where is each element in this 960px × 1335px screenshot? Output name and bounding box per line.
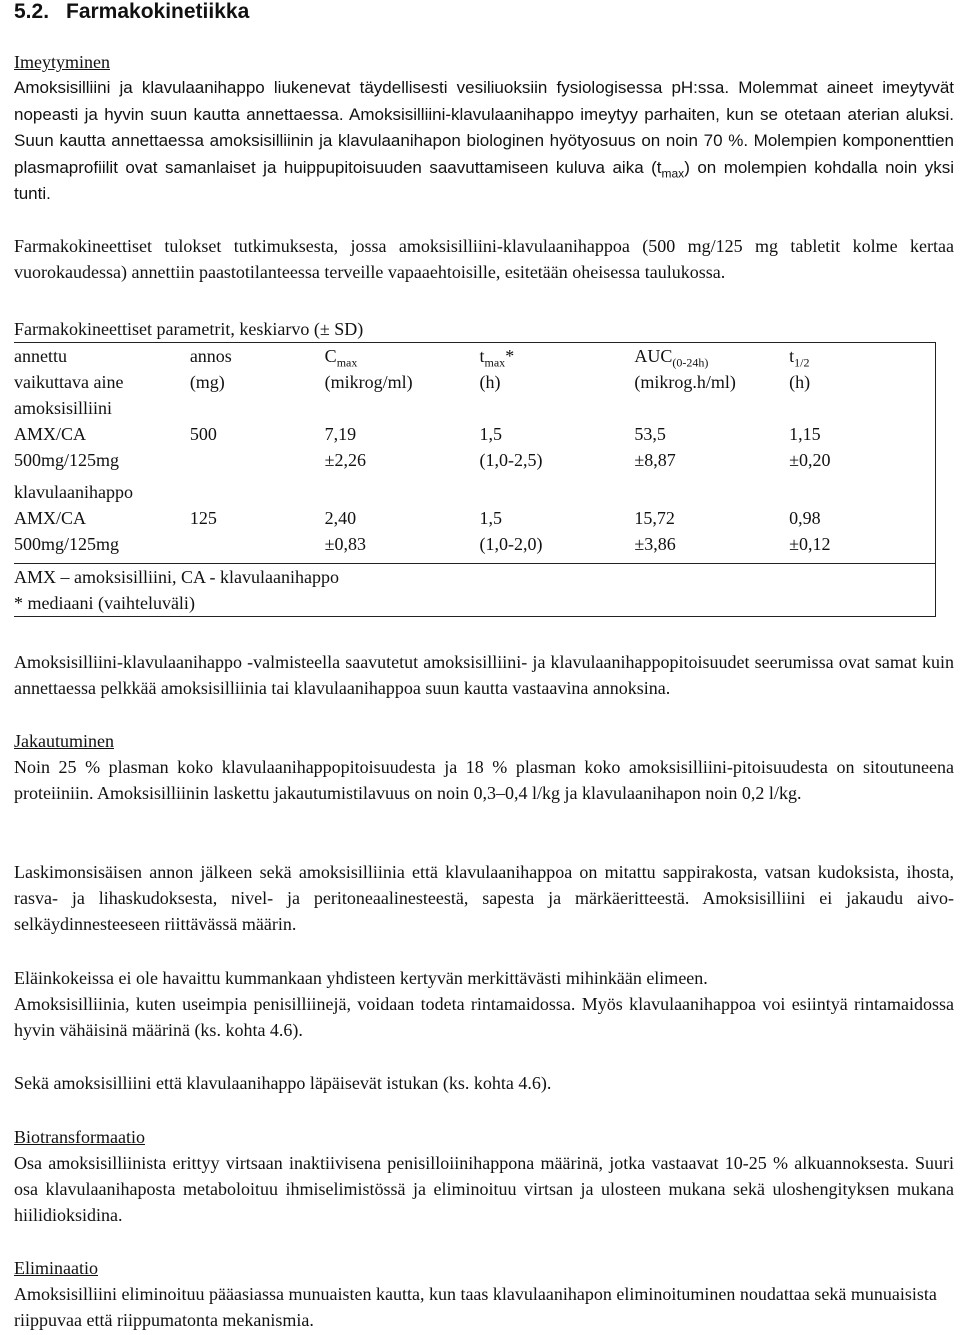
table-header-row: annettu vaikuttava aine annos (mg) $C_{max}$ (mikrog/ml) $t_{max}*$ (h) $AUC_{(0-24h)}$ (mikrog.h/ml) $t_{1/2}$ (h) [14, 346, 811, 392]
absorption-heading: Imeytyminen [14, 52, 110, 72]
elimination-paragraph: Amoksisilliini eliminoituu pääasiassa munuaisten kautta, kun taas klavulaanihapon eliminoituminen noudattaa sekä munuaisista riippuvaa että riippumatonta mekanismia. [14, 1284, 937, 1330]
table-group-name-row: klavulaanihappo [14, 482, 133, 502]
section-number: 5.2. [14, 0, 50, 23]
table-frame [14, 342, 936, 617]
animal-studies-paragraph: Eläinkokeissa ei ole havaittu kummankaan yhdisteen kertyvän merkittävästi mihinkään elimeen. [14, 968, 708, 988]
tissue-distribution-paragraph: Laskimonsisäisen annon jälkeen sekä amoksisilliinia että klavulaanihappoa on mitattu sappirakosta, vatsan kudoksista, ihosta, rasva- ja lihaskudoksesta, nivel- ja peritoneaalinesteestä, sapesta ja märkäeritteestä. Amoksisilliini ei jakaudu aivo-selkäydinnesteeseen riittävässä määrin. [14, 862, 954, 934]
section-heading [14, 0, 249, 24]
table-group-name-row: amoksisilliini [14, 398, 113, 418]
pk-study-paragraph: Farmakokineettiset tulokset tutkimuksesta, jossa amoksisilliini-klavulaanihappoa (500 mg/125 mg tabletit kolme kertaa vuorokaudessa) annettiin paastotilanteessa terveille vapaaehtoisille, esitetään oheisessa taulukossa. [14, 236, 954, 282]
placenta-paragraph: Sekä amoksisilliini että klavulaanihappo läpäisevät istukan (ks. kohta 4.6). [14, 1073, 552, 1093]
table-caption: Farmakokineettiset parametrit, keskiarvo (± SD) [14, 319, 364, 339]
distribution-heading: Jakautuminen [14, 731, 114, 751]
elimination-heading: Eliminaatio [14, 1258, 98, 1278]
table-row: AMX/CA 500mg/125mg 500 7,19 ±2,26 1,5 (1,0-2,5) 53,5 ±8,87 1,15 ±0,20 [14, 424, 831, 470]
table-row: AMX/CA 500mg/125mg 125 2,40 ±0,83 1,5 (1,0-2,0) 15,72 ±3,86 0,98 ±0,12 [14, 508, 831, 554]
breast-milk-paragraph: Amoksisilliinia, kuten useimpia penisilliinejä, voidaan todeta rintamaidossa. Myös klavulaanihappoa voi esiintyä rintamaidossa hyvin vähäisinä määrinä (ks. kohta 4.6). [14, 994, 954, 1040]
section-title: Farmakokinetiikka [66, 0, 250, 23]
biotransformation-heading: Biotransformaatio [14, 1127, 145, 1147]
distribution-paragraph: Noin 25 % plasman koko klavulaanihappopitoisuudesta ja 18 % plasman koko amoksisilliini-pitoisuudesta on sitoutuneena proteiiniin. Amoksisilliinin laskettu jakautumistilavuus on noin 0,3–0,4 l/kg ja klavulaanihapon noin 0,2 l/kg. [14, 757, 954, 803]
table-footnote: AMX – amoksisilliini, CA - klavulaanihappo [14, 567, 339, 587]
serum-concentration-paragraph: Amoksisilliini-klavulaanihappo -valmisteella saavutetut amoksisilliini- ja klavulaanihappopitoisuudet seerumissa ovat samat kuin annettaessa pelkkää amoksisilliinia tai klavulaanihappoa suun kautta vastaavina annoksina. [14, 652, 954, 698]
pk-parameters-table [14, 316, 936, 617]
table-footnote: * mediaani (vaihteluväli) [14, 593, 195, 613]
biotransformation-paragraph: Osa amoksisilliinista erittyy virtsaan inaktiivisena penisilloiinihappona määrinä, jotka vastaavat 10-25 % alkuannoksesta. Suuri osa klavulaanihaposta metaboloituu ihmiselimistössä ja eliminoituu virtsan ja ulosteen mukana sekä uloshengityksen mukana hiilidioksidina. [14, 1153, 954, 1225]
absorption-paragraph: Amoksisilliini ja klavulaanihappo liukenevat täydellisesti vesiliuoksiin fysiologisessa pH:ssa. Molemmat aineet imeytyvät nopeasti ja hyvin suun kautta annettaessa. Amoksisilliini-klavulaanihappo imeytyy parhaiten, kun se otetaan aterian aluksi. Suun kautta annettaessa amoksisilliinin ja klavulaanihapon biologinen hyötyosuus on noin 70 %. Molempien komponenttien plasmaprofiilit ovat samanlaiset ja huippupitoisuuden saavuttamiseen kuluva aika $(t_{max})$ on molempien kohdalla noin yksi tunti. [14, 78, 954, 203]
